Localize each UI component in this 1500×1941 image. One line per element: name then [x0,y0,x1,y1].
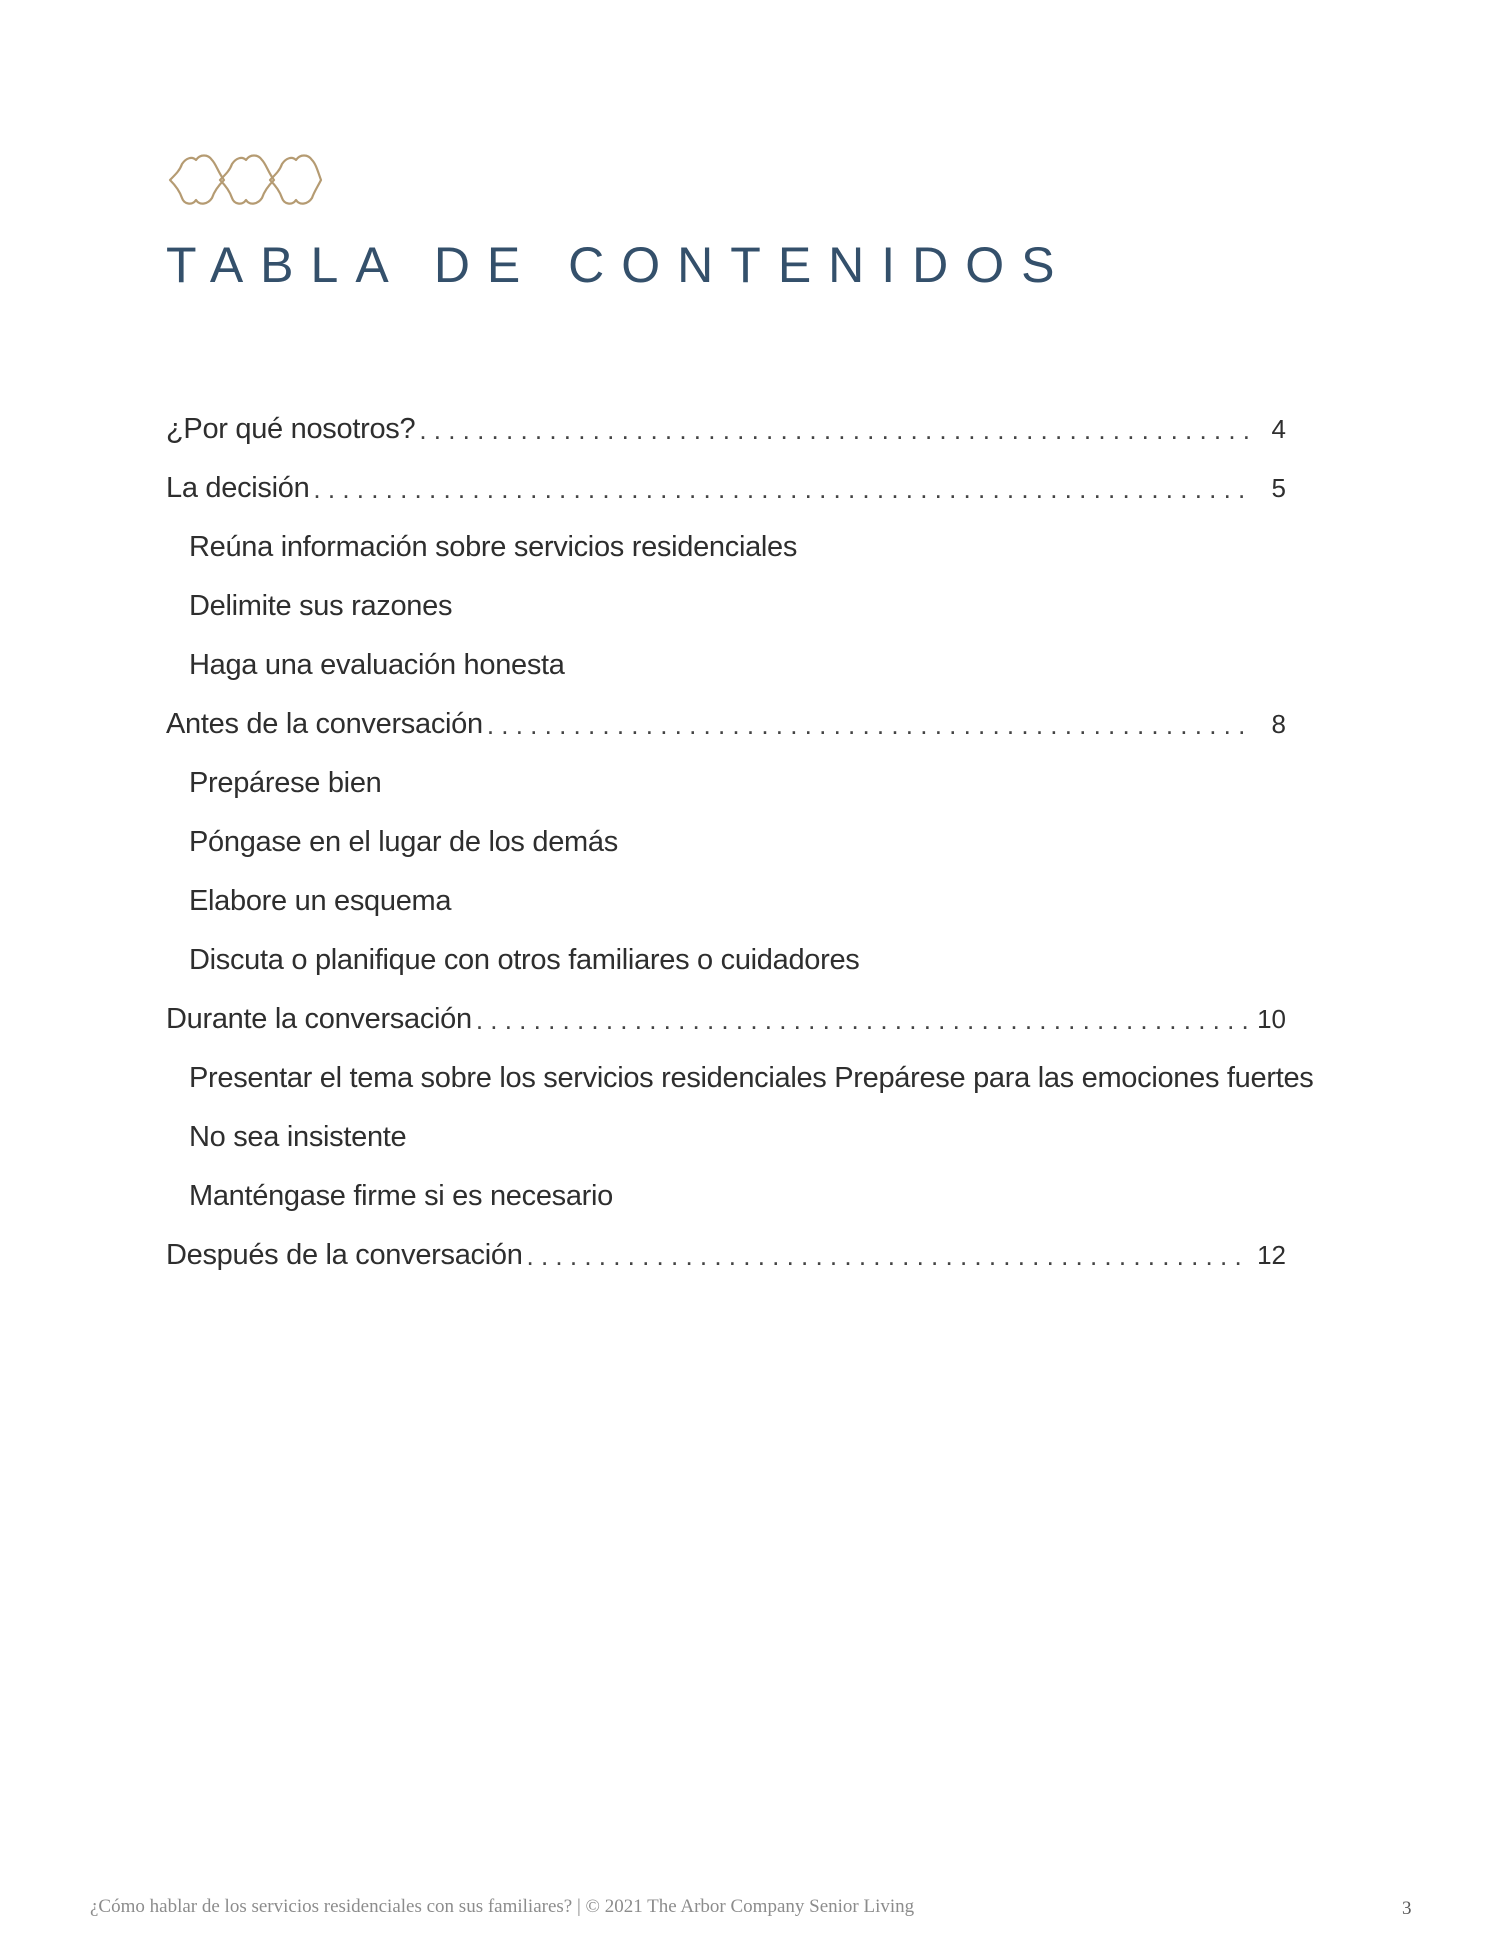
toc-page-number: 5 [1271,473,1286,503]
toc-subentry-label: Elabore un esquema [189,885,452,917]
toc-leader-dots [313,474,1250,505]
toc-leader-dots [419,415,1250,446]
toc-subentry-label: Prepárese bien [189,767,382,799]
quatrefoil-ornament-icon [168,150,323,210]
toc-subentry[interactable] [166,813,1346,872]
toc-subentry-label: Discuta o planifique con otros familiares o cuidadores [189,944,860,976]
toc-subentry-label: Manténgase firme si es necesario [189,1180,613,1212]
page-title: TABLA DE CONTENIDOS [166,237,1072,293]
toc-entry-despues-de-la-conversacion[interactable] [166,1226,1286,1285]
toc-entry-label: Durante la conversación [166,1003,472,1035]
toc-page-number: 12 [1257,1240,1286,1270]
toc-subentry[interactable] [166,1108,1346,1167]
toc-subentry[interactable] [166,872,1346,931]
toc-subentry-label: Reúna información sobre servicios residenciales [189,531,798,563]
toc-page-number: 4 [1271,414,1286,444]
toc-subentry[interactable] [166,1167,1346,1226]
table-of-contents [166,400,1346,1285]
toc-entry-label: ¿Por qué nosotros? [166,413,416,445]
toc-subentry[interactable] [166,636,1346,695]
toc-page-number: 8 [1271,709,1286,739]
toc-leader-dots [487,710,1250,741]
toc-entry-antes-de-la-conversacion[interactable] [166,695,1286,754]
toc-entry-durante-la-conversacion[interactable] [166,990,1286,1049]
toc-subentry[interactable] [166,931,1346,990]
toc-subentry[interactable] [166,577,1346,636]
footer-page-number: 3 [1402,1898,1412,1919]
toc-entry-label: Antes de la conversación [166,708,483,740]
toc-page-number: 10 [1257,1004,1286,1034]
toc-subentry-label: Delimite sus razones [189,590,453,622]
toc-leader-dots [476,1005,1249,1036]
toc-subentry[interactable] [166,518,1346,577]
toc-subentry[interactable] [166,754,1346,813]
toc-subentry[interactable] [166,1049,1346,1108]
toc-subentry-label: Presentar el tema sobre los servicios residenciales Prepárese para las emociones fuertes [189,1062,1314,1094]
toc-entry-label: Después de la conversación [166,1239,523,1271]
toc-subentry-label: No sea insistente [189,1121,407,1153]
toc-entry-por-que-nosotros[interactable] [166,400,1286,459]
toc-subentry-label: Haga una evaluación honesta [189,649,565,681]
toc-entry-label: La decisión [166,472,310,504]
toc-leader-dots [527,1241,1250,1272]
toc-entry-la-decision[interactable] [166,459,1286,518]
footer-text: ¿Cómo hablar de los servicios residenciales con sus familiares? | © 2021 The Arbor Company Senior Living [90,1896,915,1917]
toc-subentry-label: Póngase en el lugar de los demás [189,826,618,858]
